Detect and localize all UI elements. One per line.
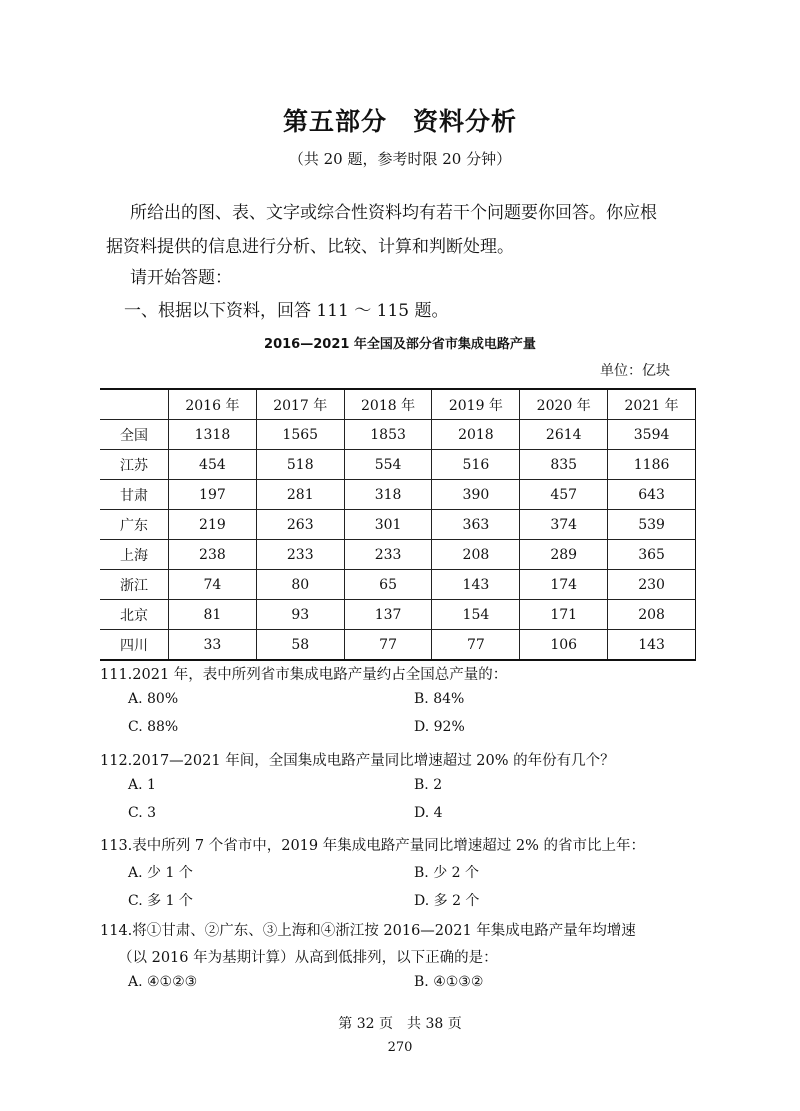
table-title: 2016—2021 年全国及部分省市集成电路产量 (264, 337, 536, 352)
page-number: 270 (387, 1040, 413, 1055)
table-row (100, 540, 696, 570)
option-a[interactable]: A. 80% (128, 691, 179, 707)
value-cell: 77 (432, 630, 520, 661)
production-table (100, 388, 696, 661)
value-cell: 81 (169, 600, 257, 630)
region-cell: 四川 (100, 630, 169, 661)
value-cell: 58 (256, 630, 344, 661)
table-row (100, 570, 696, 600)
value-cell: 208 (432, 540, 520, 570)
region-cell: 甘肃 (100, 480, 169, 510)
value-cell: 1186 (608, 450, 696, 480)
question-111: 111.2021 年，表中所列省市集成电路产量约占全国总产量的： (100, 667, 508, 683)
value-cell: 390 (432, 480, 520, 510)
value-cell: 281 (256, 480, 344, 510)
option-c[interactable]: C. 88% (128, 719, 179, 735)
value-cell: 238 (169, 540, 257, 570)
value-cell: 219 (169, 510, 257, 540)
question-113: 113.表中所列 7 个省市中，2019 年集成电路产量同比增速超过 2% 的省市比上年： (100, 838, 645, 854)
value-cell: 1565 (256, 420, 344, 450)
page-footer: 第 32 页 共 38 页 (338, 1016, 462, 1032)
value-cell: 518 (256, 450, 344, 480)
value-cell: 143 (608, 630, 696, 661)
value-cell: 74 (169, 570, 257, 600)
value-cell: 174 (520, 570, 608, 600)
value-cell: 374 (520, 510, 608, 540)
value-cell: 835 (520, 450, 608, 480)
option-c[interactable]: C. 多 1 个 (128, 893, 193, 909)
value-cell: 154 (432, 600, 520, 630)
value-cell: 106 (520, 630, 608, 661)
table-row (100, 420, 696, 450)
value-cell: 65 (344, 570, 432, 600)
header-cell: 2020 年 (520, 389, 608, 420)
option-a[interactable]: A. 1 (128, 777, 156, 793)
header-cell: 2018 年 (344, 389, 432, 420)
region-cell: 全国 (100, 420, 169, 450)
value-cell: 230 (608, 570, 696, 600)
value-cell: 363 (432, 510, 520, 540)
region-cell: 北京 (100, 600, 169, 630)
value-cell: 171 (520, 600, 608, 630)
value-cell: 457 (520, 480, 608, 510)
value-cell: 1853 (344, 420, 432, 450)
value-cell: 233 (344, 540, 432, 570)
region-cell: 上海 (100, 540, 169, 570)
value-cell: 643 (608, 480, 696, 510)
question-112: 112.2017—2021 年间，全国集成电路产量同比增速超过 20% 的年份有几个？ (100, 753, 615, 769)
question-114: 114.将①甘肃、②广东、③上海和④浙江按 2016—2021 年集成电路产量年均增速 (100, 923, 636, 939)
header-cell: 2016 年 (169, 389, 257, 420)
value-cell: 365 (608, 540, 696, 570)
table-row (100, 450, 696, 480)
table-row (100, 480, 696, 510)
region-cell: 江苏 (100, 450, 169, 480)
option-b[interactable]: B. 少 2 个 (414, 865, 479, 881)
question-114-continued: （以 2016 年为基期计算）从高到低排列，以下正确的是： (118, 950, 498, 966)
option-d[interactable]: D. 4 (414, 805, 443, 821)
value-cell: 77 (344, 630, 432, 661)
value-cell: 2614 (520, 420, 608, 450)
value-cell: 197 (169, 480, 257, 510)
table-row (100, 510, 696, 540)
table-unit: 单位：亿块 (600, 363, 670, 379)
section-heading: 一、根据以下资料，回答 111 ～ 115 题。 (124, 301, 449, 321)
value-cell: 143 (432, 570, 520, 600)
value-cell: 454 (169, 450, 257, 480)
value-cell: 93 (256, 600, 344, 630)
value-cell: 318 (344, 480, 432, 510)
option-a[interactable]: A. 少 1 个 (128, 865, 193, 881)
value-cell: 2018 (432, 420, 520, 450)
value-cell: 1318 (169, 420, 257, 450)
value-cell: 516 (432, 450, 520, 480)
value-cell: 289 (520, 540, 608, 570)
value-cell: 33 (169, 630, 257, 661)
start-prompt: 请开始答题： (130, 268, 232, 288)
region-cell: 浙江 (100, 570, 169, 600)
value-cell: 539 (608, 510, 696, 540)
page-title: 第五部分 资料分析 (282, 107, 517, 136)
instructions-line-1: 所给出的图、表、文字或综合性资料均有若干个问题要你回答。你应根 (130, 203, 657, 223)
value-cell: 3594 (608, 420, 696, 450)
value-cell: 263 (256, 510, 344, 540)
table-row (100, 630, 696, 661)
value-cell: 301 (344, 510, 432, 540)
option-a[interactable]: A. ④①②③ (128, 974, 198, 990)
value-cell: 233 (256, 540, 344, 570)
option-d[interactable]: D. 92% (414, 719, 465, 735)
option-b[interactable]: B. ④①③② (414, 974, 484, 990)
header-cell (100, 389, 169, 420)
option-c[interactable]: C. 3 (128, 805, 157, 821)
value-cell: 80 (256, 570, 344, 600)
header-cell: 2019 年 (432, 389, 520, 420)
instructions-line-2: 据资料提供的信息进行分析、比较、计算和判断处理。 (106, 237, 514, 257)
option-b[interactable]: B. 2 (414, 777, 443, 793)
option-d[interactable]: D. 多 2 个 (414, 893, 480, 909)
header-cell: 2021 年 (608, 389, 696, 420)
instructions (106, 196, 700, 264)
page-subtitle: （共 20 题，参考时限 20 分钟） (288, 150, 512, 168)
value-cell: 554 (344, 450, 432, 480)
value-cell: 137 (344, 600, 432, 630)
option-b[interactable]: B. 84% (414, 691, 465, 707)
header-cell: 2017 年 (256, 389, 344, 420)
table-header-row (100, 389, 696, 420)
table-row (100, 600, 696, 630)
value-cell: 208 (608, 600, 696, 630)
region-cell: 广东 (100, 510, 169, 540)
